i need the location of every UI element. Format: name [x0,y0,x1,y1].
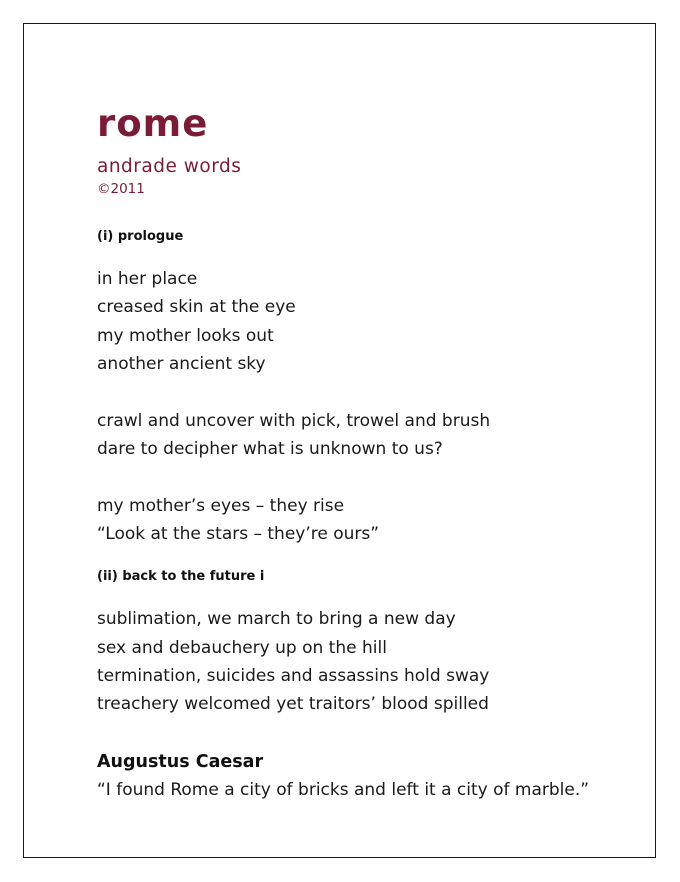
poem-line: sex and debauchery up on the hill [97,637,387,658]
poem-line: creased skin at the eye [97,297,296,318]
quote-speaker: Augustus Caesar [97,751,264,772]
poem-line: in her place [97,269,198,289]
poem-line: my mother looks out [97,325,274,346]
poem-line: “Look at the stars – they’re ours” [97,524,380,545]
poem-line: my mother’s eyes – they rise [97,495,345,516]
document-page [23,23,656,858]
poem-content [97,102,637,804]
poem-line: sublimation, we march to bring a new day [97,609,456,630]
poem-line: crawl and uncover with pick, trowel and brush [97,411,491,432]
section-heading-prologue: (i) prologue [97,229,184,244]
quote-block [97,748,637,804]
section-heading-back-to-the-future: (ii) back to the future i [97,569,265,585]
poem-line: another ancient sky [97,353,266,374]
poem-title: rome [97,102,209,145]
stanza [97,407,637,464]
poem-line: treachery welcomed yet traitors’ blood spilled [97,694,489,715]
stanza [97,605,637,718]
stanza [97,265,637,378]
author-name: andrade words [97,156,242,177]
poem-line: dare to decipher what is unknown to us? [97,439,443,460]
quote-text: “I found Rome a city of bricks and left it a city of marble.” [97,779,590,800]
poem-line: termination, suicides and assassins hold sway [97,665,490,686]
stanza [97,492,637,549]
copyright-notice: ©2011 [97,181,145,197]
